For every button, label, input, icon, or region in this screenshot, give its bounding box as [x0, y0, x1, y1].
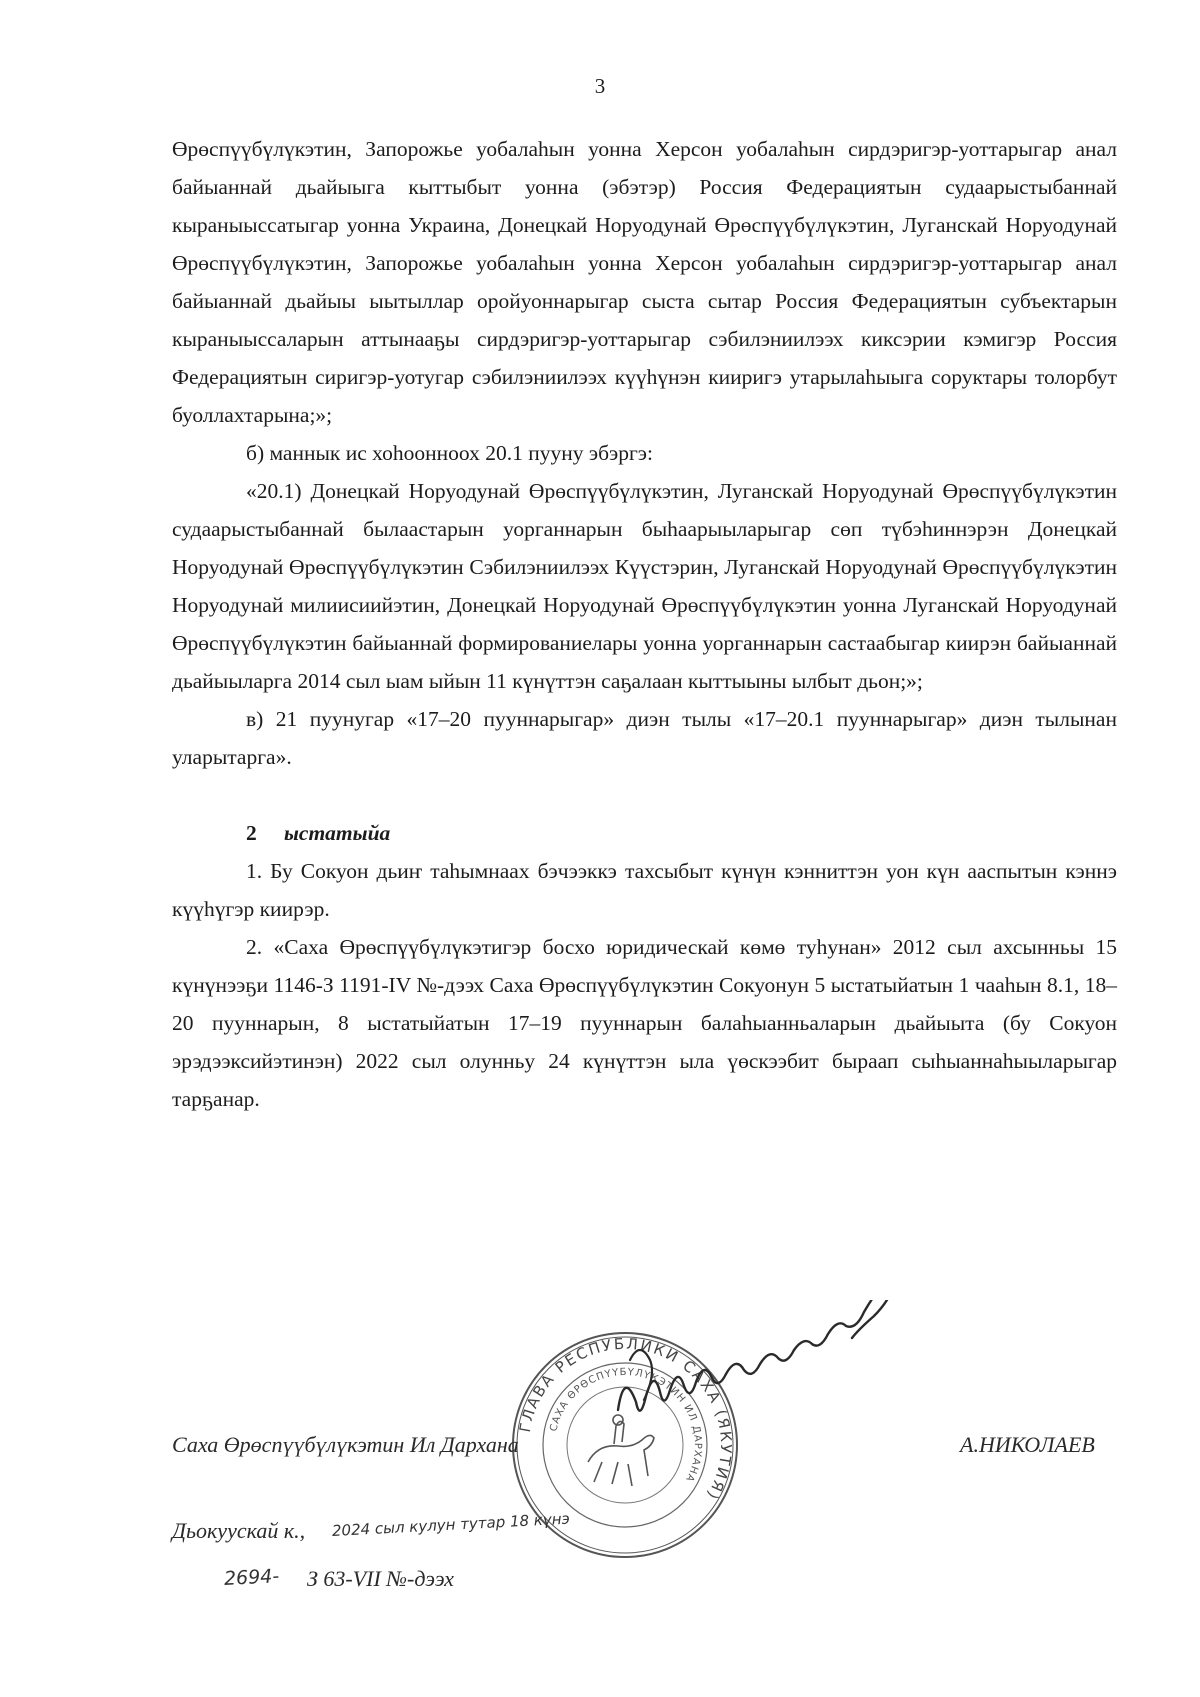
svg-text:ГЛАВА РЕСПУБЛИКИ САХА (ЯКУТИЯ): ГЛАВА РЕСПУБЛИКИ САХА (ЯКУТИЯ) [515, 1334, 736, 1504]
place-label: Дьокуускай к., [172, 1518, 306, 1543]
paragraph-item-b: б) маннык ис хоһоонноох 20.1 пууну эбэргэ: [246, 441, 654, 465]
law-number: З 63-VII №-дээх [307, 1566, 454, 1591]
paragraph-continuation: Өрөспүүбүлүкэтин, Запорожье уобалаһын уонна Херсон уобалаһын сирдэригэр-уоттарыгар анал байыаннай дьайыыга кыттыбыт уонна (эбэтэр) Россия Федерациятын судаарыстыбаннай кыраныыссатыгар уонна Украина, Донецкай Норуодунай Өрөспүүбүлүкэтин, Луганскай Норуодунай Өрөспүүбүлүкэтин, Запорожье уобалаһын уонна Херсон уобалаһын сирдэригэр-уоттарыгар анал байыаннай дьайыы ыытыллар оройуоннарыгар сыста сытар Россия Федерациятын субъектарын кыраныыссаларын аттынааҕы сирдэригэр-уоттарыгар сэбилэниилээх киксэрии кэмигэр Россия Федерациятын сиригэр-уотугар сэбилэниилээх күүһүнэн кииригэ утарылаһыыга соруктары толорбут буоллахтарына;»; [172, 137, 1117, 427]
page-number: 3 [594, 74, 606, 98]
svg-text:САХА ӨРӨСПҮҮБҮЛҮКЭТИН ИЛ ДАРХА: САХА ӨРӨСПҮҮБҮЛҮКЭТИН ИЛ ДАРХАНА [548, 1366, 704, 1484]
paragraph-item-20-1: «20.1) Донецкай Норуодунай Өрөспүүбүлүкэтин, Луганскай Норуодунай Өрөспүүбүлүкэтин судаарыстыбаннай былаастарын уорганнарын быһаарыыларыгар сөп түбэһиннэрэн Донецкай Норуодунай Өрөспүүбүлүкэтин Сэбилэниилээх Күүстэрин, Луганскай Норуодунай Өрөспүүбүлүкэтин Норуодунай милиисиийэтин, Донецкай Норуодунай Өрөспүүбүлүкэтин уонна Луганскай Норуодунай Өрөспүүбүлүкэтин байыаннай формированиелары уонна уорганнарын састаабыгар киирэн байыаннай дьайыыларга 2014 сыл ыам ыйын 11 күнүттэн саҕалаан кыттыыны ылбыт дьон;»; [172, 479, 1117, 693]
article-heading [172, 814, 1117, 852]
handwritten-number: 2694- [223, 1565, 280, 1590]
signatory-name: А.НИКОЛАЕВ [960, 1432, 1095, 1457]
article-word: ыстатыйа [284, 821, 391, 845]
paragraph-item-v: в) 21 пуунугар «17–20 пууннарыгар» диэн тылы «17–20.1 пууннарыгар» диэн тылынан уларытарга». [172, 707, 1117, 769]
handwritten-signature [610, 1300, 980, 1450]
handwritten-date: 2024 сыл кулун тутар 18 күнэ [331, 1509, 571, 1540]
article-number: 2 [246, 821, 257, 845]
paragraph-clause-2: 2. «Саха Өрөспүүбүлүкэтигэр босхо юридическай көмө туһунан» 2012 сыл ахсынньы 15 күнүнээҕи 1146-З 1191-IV №-дээх Саха Өрөспүүбүлүкэтин Сокуонун 5 ыстатыйатын 1 чааһын 8.1, 18–20 пууннарын, 8 ыстатыйатын 17–19 пууннарын балаһыанньаларын дьайыыта (бу Сокуон эрэдээксийэтинэн) 2022 сыл олунньу 24 күнүттэн ыла үөскээбит быраап сыһыаннаһыыларыгар тарҕанар. [172, 935, 1117, 1111]
document-body [172, 130, 1117, 1118]
paragraph-clause-1: 1. Бу Сокуон дьиҥ таһымнаах бэчээккэ тахсыбыт күнүн кэнниттэн уон күн ааспытын кэннэ күүһүгэр киирэр. [172, 859, 1117, 921]
signatory-position: Саха Өрөспүүбүлүкэтин Ил Дархана [172, 1432, 519, 1457]
